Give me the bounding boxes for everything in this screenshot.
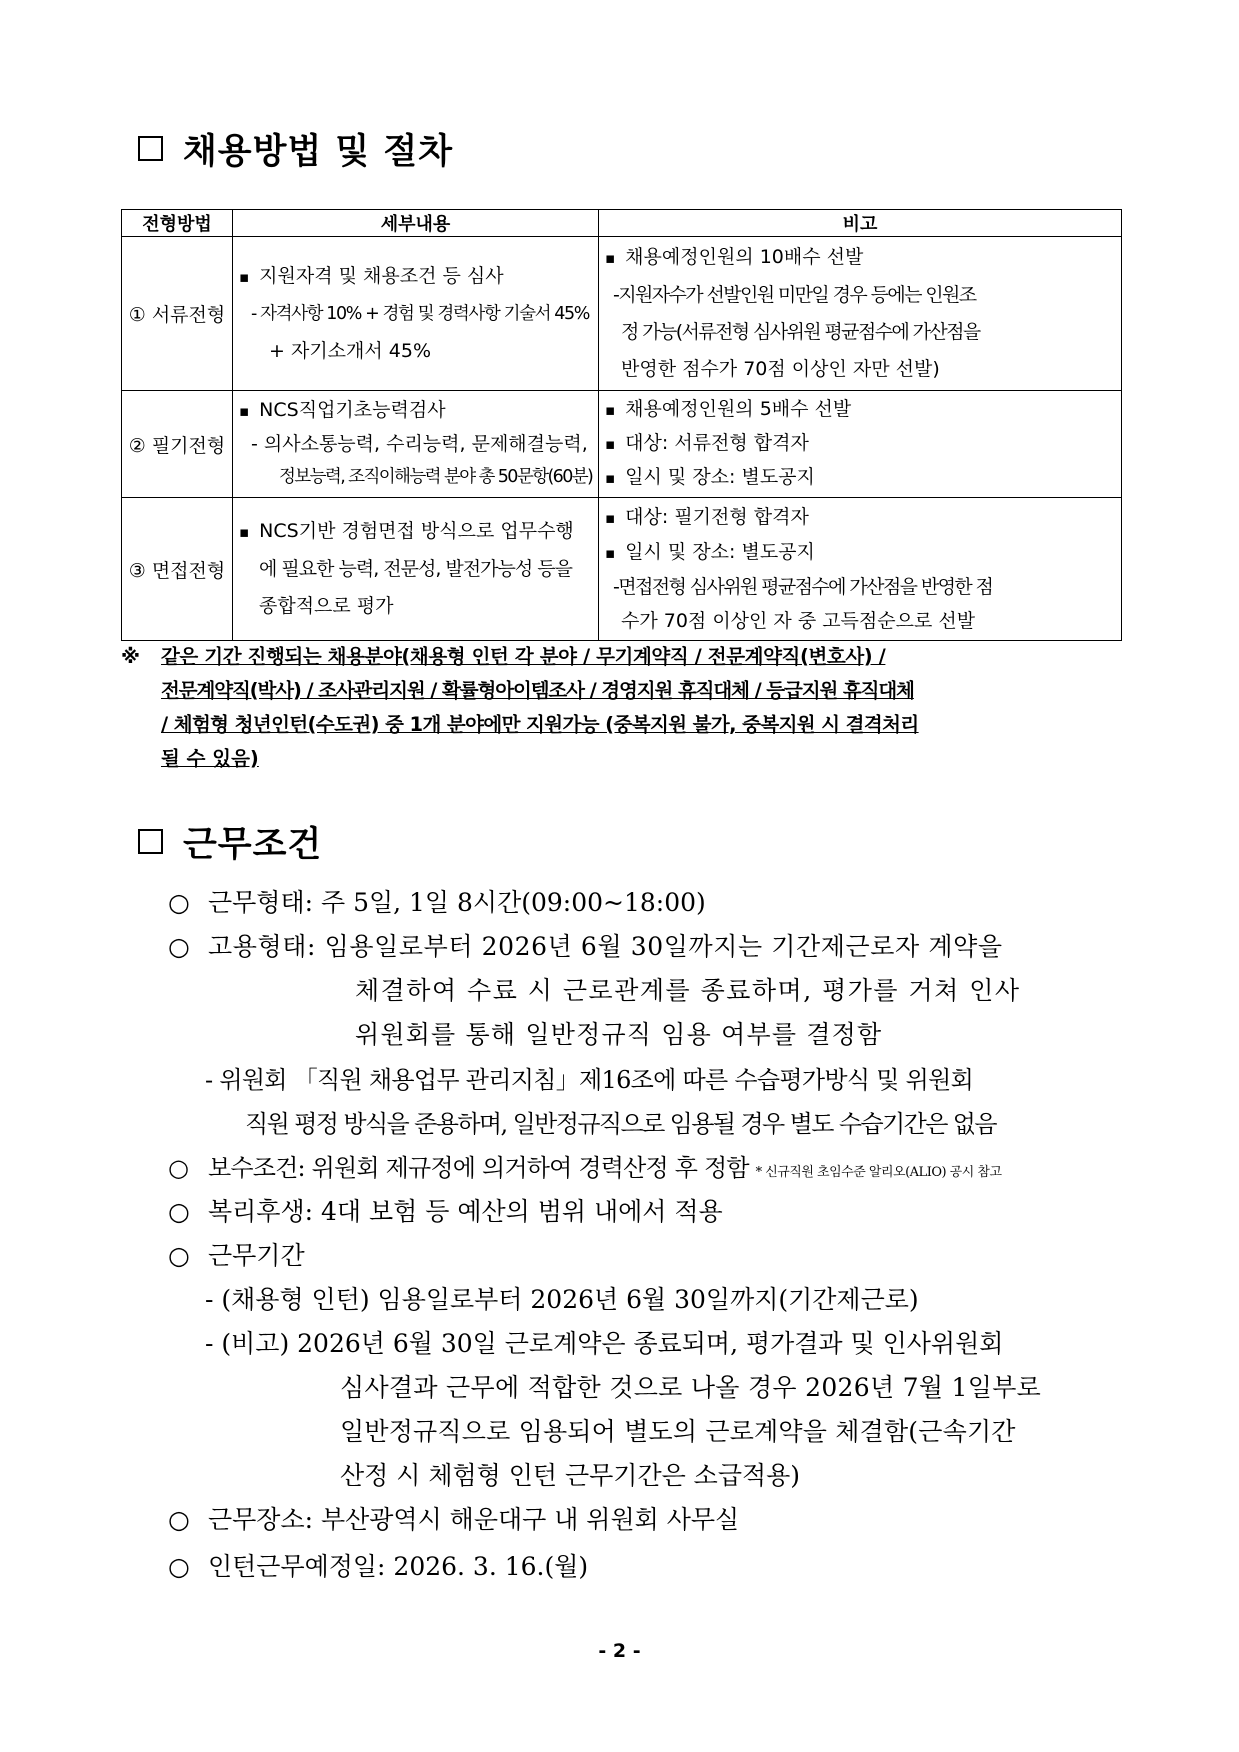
note-line: ▪ 일시 및 장소: 별도공지: [605, 461, 1117, 495]
table-row: [122, 498, 1122, 641]
circle-bullet-icon: ○: [168, 1197, 190, 1226]
note-line: ▪ 대상: 필기전형 합격자: [605, 500, 1117, 535]
detail-line: - 자격사항 10% + 경험 및 경력사항 기술서 45%: [251, 303, 589, 324]
condition-location: ○ 근무장소: 부산광역시 해운대구 내 위원회 사무실: [168, 1505, 740, 1534]
circle-bullet-icon: ○: [168, 1241, 190, 1270]
circle-bullet-icon: ○: [168, 932, 190, 961]
table-row: [122, 391, 1122, 498]
condition-period-sub-cont: 산정 시 체험형 인턴 근무기간은 소급적용): [340, 1461, 801, 1490]
section-title-work-conditions: 근무조건: [138, 817, 322, 867]
notice-mark: ※: [121, 645, 140, 668]
note-line: -면접전형 심사위원 평균점수에 가산점을 반영한 점: [613, 576, 993, 598]
detail-line: ▪ NCS기반 경험면접 방식으로 업무수행: [239, 513, 594, 551]
table-header: 비고: [599, 210, 1122, 237]
note-line: ▪ 채용예정인원의 5배수 선발: [605, 393, 1117, 427]
detail-cell: [233, 391, 599, 498]
circle-bullet-icon: ○: [168, 888, 190, 917]
circle-bullet-icon: ○: [168, 1552, 190, 1581]
notice-line: / 체험형 청년인턴(수도권) 중 1개 분야에만 지원가능 (중복지원 불가, 중복지원 시 결격처리: [161, 713, 919, 736]
note-line: ▪ 일시 및 장소: 별도공지: [605, 535, 1117, 570]
stage-cell: ① 서류전형: [122, 237, 233, 391]
recruitment-procedure-table: [121, 209, 1122, 641]
note-line: -지원자수가 선발인원 미만일 경우 등에는 인원조: [613, 284, 976, 306]
checkbox-square-icon: [138, 136, 163, 161]
note-line: ▪ 채용예정인원의 10배수 선발: [605, 239, 1117, 277]
detail-line: ▪ 지원자격 및 채용조건 등 심사: [239, 258, 594, 296]
notice-line: 같은 기간 진행되는 채용분야(채용형 인턴 각 분야 / 무기계약직 / 전문계약직(변호사) /: [161, 645, 886, 668]
condition-period-sub: - (비고) 2026년 6월 30일 근로계약은 종료되며, 평가결과 및 인사위원회: [205, 1329, 1004, 1358]
detail-line: - 의사소통능력, 수리능력, 문제해결능력,: [251, 433, 588, 455]
detail-line: 종합적으로 평가: [259, 595, 394, 617]
detail-cell: [233, 498, 599, 641]
page-number: - 2 -: [598, 1640, 641, 1662]
circle-bullet-icon: ○: [168, 1154, 189, 1182]
condition-employment-sub: - 위원회 「직원 채용업무 관리지침」제16조에 따른 수습평가방식 및 위원회: [205, 1066, 974, 1094]
section-title-recruitment: 채용방법 및 절차: [138, 124, 453, 174]
condition-employment-cont: 체결하여 수료 시 근로관계를 종료하며, 평가를 거쳐 인사: [355, 976, 1021, 1005]
note-cell: [599, 498, 1122, 641]
condition-period-sub-cont: 심사결과 근무에 적합한 것으로 나올 경우 2026년 7월 1일부로: [340, 1373, 1042, 1402]
condition-start-date: ○ 인턴근무예정일: 2026. 3. 16.(월): [168, 1552, 589, 1581]
note-line: 정 가능(서류전형 심사위원 평균점수에 가산점을: [621, 321, 980, 343]
note-cell: [599, 391, 1122, 498]
stage-cell: ② 필기전형: [122, 391, 233, 498]
note-line: 반영한 점수가 70점 이상인 자만 선발): [621, 358, 940, 380]
notice-line: 전문계약직(박사) / 조사관리지원 / 확률형아이템조사 / 경영지원 휴직대체 / 등급지원 휴직대체: [161, 679, 914, 702]
checkbox-square-icon: [138, 829, 163, 854]
condition-employment: ○ 고용형태: 임용일로부터 2026년 6월 30일까지는 기간제근로자 계약을: [168, 932, 1003, 961]
detail-line: ▪ NCS직업기초능력검사: [239, 394, 594, 428]
condition-work-type: ○ 근무형태: 주 5일, 1일 8시간(09:00~18:00): [168, 888, 706, 917]
condition-period-sub: - (채용형 인턴) 임용일로부터 2026년 6월 30일까지(기간제근로): [205, 1285, 919, 1314]
detail-line: + 자기소개서 45%: [269, 339, 431, 362]
detail-line: 정보능력, 조직이해능력 분야 총 50문항(60분): [279, 467, 593, 487]
notice-line: 될 수 있음): [161, 747, 259, 770]
detail-cell: [233, 237, 599, 391]
table-header-row: [122, 210, 1122, 237]
condition-employment-cont: 위원회를 통해 일반정규직 임용 여부를 결정함: [355, 1020, 883, 1049]
note-line: ▪ 대상: 서류전형 합격자: [605, 427, 1117, 461]
detail-line: 에 필요한 능력, 전문성, 발전가능성 등을: [259, 558, 572, 580]
table-header: 세부내용: [233, 210, 599, 237]
condition-welfare: ○ 복리후생: 4대 보험 등 예산의 범위 내에서 적용: [168, 1197, 723, 1226]
note-line: 수가 70점 이상인 자 중 고득점순으로 선발: [621, 610, 976, 632]
salary-footnote: * 신규직원 초임수준 알리오(ALIO) 공시 참고: [755, 1165, 1002, 1180]
condition-salary: ○ 보수조건: 위원회 제규정에 의거하여 경력산정 후 정함 * 신규직원 초임수준 알리오(ALIO) 공시 참고: [168, 1154, 1002, 1182]
stage-cell: ③ 면접전형: [122, 498, 233, 641]
condition-employment-sub: 직원 평정 방식을 준용하며, 일반정규직으로 임용될 경우 별도 수습기간은 없음: [245, 1110, 996, 1138]
condition-period: ○ 근무기간: [168, 1241, 305, 1270]
condition-period-sub-cont: 일반정규직으로 임용되어 별도의 근로계약을 체결함(근속기간: [340, 1417, 1016, 1446]
table-row: [122, 237, 1122, 391]
table-header: 전형방법: [122, 210, 233, 237]
circle-bullet-icon: ○: [168, 1505, 190, 1534]
note-cell: [599, 237, 1122, 391]
